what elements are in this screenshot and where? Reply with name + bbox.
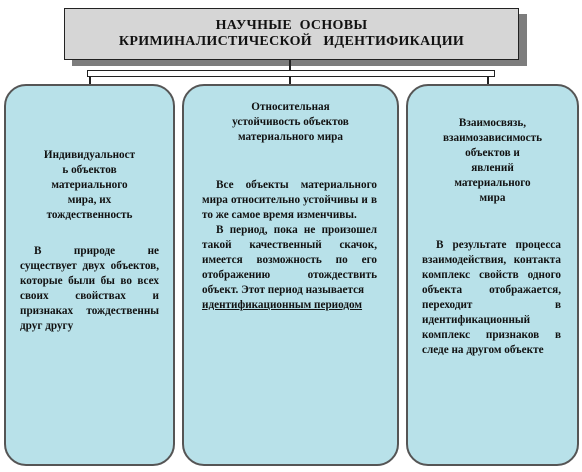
heading-line: тождественность <box>46 209 133 221</box>
column-heading <box>14 148 165 223</box>
heading-line: взаимозависимость <box>442 132 543 144</box>
heading-line: Относительная <box>251 101 330 113</box>
paragraph: В природе не существует двух объектов, которые были бы во всех своих свойствах и признаках тождественны друг другу <box>20 245 159 332</box>
heading-line: материального мира <box>238 131 343 143</box>
heading-line: объектов и <box>465 147 520 159</box>
connector-bar <box>87 70 495 77</box>
heading-line: явлений <box>471 162 514 174</box>
paragraph: В период, пока не произошел такой качественный скачок, имеется возможность по его отображению отождествить объект. Этот период называется <box>202 224 377 296</box>
paragraph: Все объекты материального мира относительно устойчивы и в то же самое время изменчивы. <box>202 179 377 221</box>
column-text <box>20 244 159 334</box>
title-line-1: НАУЧНЫЕ ОСНОВЫ <box>215 18 368 33</box>
heading-line: Индивидуальност <box>43 149 136 161</box>
heading-line: материального <box>454 177 531 189</box>
paragraph: В результате процесса взаимодействия, контакта комплекс свойств одного объекта отображается, переходит в идентификационный комплекс признаков в следе на другом объекте <box>422 239 561 356</box>
identification-period-term: идентификационным периодом <box>202 299 363 311</box>
heading-line: материального <box>51 179 128 191</box>
diagram-title <box>64 8 519 60</box>
title-line-2: КРИМИНАЛИСТИЧЕСКОЙ ИДЕНТИФИКАЦИИ <box>118 34 465 49</box>
column-heading <box>192 100 389 145</box>
column-text <box>202 178 377 313</box>
heading-line: Взаимосвязь, <box>458 117 527 129</box>
heading-line: мира, их <box>67 194 112 206</box>
heading-line: мира <box>479 192 506 204</box>
heading-line: ь объектов <box>62 164 117 176</box>
column-text <box>422 238 561 358</box>
heading-line: устойчивость объектов <box>232 116 349 128</box>
column-stability <box>182 84 399 466</box>
column-interconnection <box>406 84 579 466</box>
column-individuality <box>4 84 175 466</box>
column-heading <box>414 116 571 206</box>
